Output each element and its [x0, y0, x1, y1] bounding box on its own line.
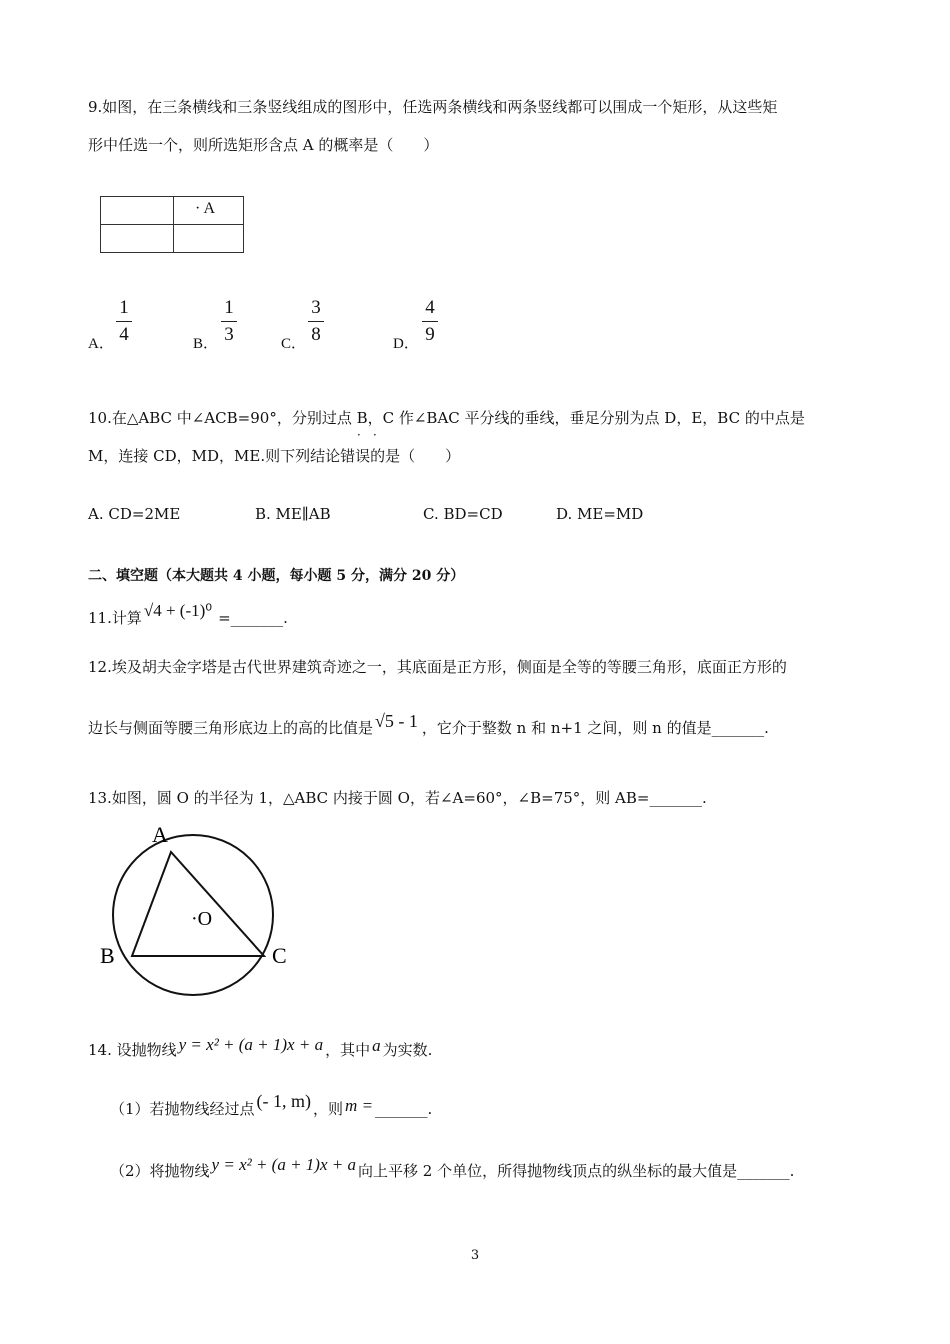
q10-text-line1: 10.在△ABC 中∠ACB=90°，分别过点 B，C 作∠BAC 平分线的垂线，垂足分别为点 D，E，BC 的中点是	[88, 409, 805, 427]
q14-part2-prefix: （2）将抛物线	[110, 1162, 210, 1180]
q14-prefix: 14. 设抛物线	[88, 1041, 177, 1059]
q9-option-b-label: B．	[193, 336, 219, 352]
page-number: 3	[470, 1248, 480, 1263]
numerator: 1	[119, 297, 129, 318]
section-2-title: 二、填空题（本大题共 4 小题，每小题 5 分，满分 20 分）	[88, 568, 465, 584]
q14-part1-suffix: _______.	[375, 1100, 433, 1118]
q12-expression: √5 - 1	[375, 711, 418, 731]
q11-prefix: 11.计算	[88, 609, 142, 627]
emphasis-dot: ·	[373, 428, 377, 442]
q9-option-a-fraction	[114, 297, 134, 346]
point-a-label: · A	[195, 200, 215, 217]
q9-option-c-label: C．	[281, 336, 307, 352]
q14-part1-var: m =	[345, 1096, 374, 1115]
q10-option-c: C. BD=CD	[423, 505, 503, 523]
q14-part2-expression: y = x² + (a + 1)x + a	[211, 1155, 356, 1174]
q14-part1-prefix: （1）若抛物线经过点	[110, 1100, 255, 1118]
q14-part1-mid: ，则	[313, 1100, 344, 1118]
label-b: B	[100, 943, 115, 968]
q11-expression: √4 + (-1)⁰	[143, 601, 213, 620]
q14-part2-suffix: 向上平移 2 个单位，所得抛物线顶点的纵坐标的最大值是_______.	[358, 1162, 795, 1180]
q9-option-a-label: A．	[88, 336, 114, 352]
q14-line	[88, 1035, 433, 1060]
denominator: 3	[224, 324, 234, 345]
q9-grid-figure	[100, 196, 244, 253]
numerator: 4	[425, 297, 435, 318]
label-a: A	[152, 822, 168, 847]
grid-horizontal-line	[101, 224, 243, 225]
q14-expression: y = x² + (a + 1)x + a	[178, 1035, 324, 1054]
q12-text-line1: 12.埃及胡夫金字塔是古代世界建筑奇迹之一，其底面是正方形，侧面是全等的等腰三角形，底面正方形的	[88, 658, 787, 676]
q10-option-a: A. CD=2ME	[88, 505, 181, 523]
q9-option-b-fraction	[219, 297, 239, 346]
q9-option-c-fraction	[306, 297, 326, 346]
q10-option-b: B. ME∥AB	[255, 505, 331, 523]
q13-circle-figure	[96, 822, 306, 1002]
q14-part1	[110, 1091, 433, 1119]
q14-part1-point: (- 1, m)	[256, 1091, 312, 1111]
q9-text-line2: 形中任选一个，则所选矩形含点 A 的概率是（ ）	[88, 136, 439, 154]
emphasis-dot: ·	[357, 428, 361, 442]
numerator: 3	[311, 297, 321, 318]
label-o: ·O	[191, 908, 213, 930]
denominator: 4	[119, 324, 129, 345]
numerator: 1	[224, 297, 234, 318]
q12-suffix: ，它介于整数 n 和 n+1 之间，则 n 的值是_______.	[421, 719, 769, 737]
triangle-abc	[132, 852, 264, 956]
q14-var: a	[372, 1036, 381, 1055]
q9-text-line1: 9.如图，在三条横线和三条竖线组成的图形中，任选两条横线和两条竖线都可以围成一个矩形，从这些矩	[88, 98, 778, 116]
q11-suffix: =_______.	[218, 609, 288, 627]
q11-line	[88, 601, 288, 628]
label-c: C	[272, 943, 287, 968]
q9-option-d-fraction	[420, 297, 440, 346]
q14-part2	[110, 1155, 795, 1181]
q12-line2	[88, 711, 769, 738]
q14-suffix: 为实数.	[382, 1041, 433, 1059]
denominator: 9	[425, 324, 435, 345]
q10-text-line2: M，连接 CD，MD，ME.则下列结论错误的是（ ）	[88, 447, 461, 465]
q10-option-d: D. ME=MD	[556, 505, 644, 523]
q9-option-d-label: D．	[393, 336, 419, 352]
q14-mid: ，其中	[325, 1041, 371, 1059]
q12-prefix: 边长与侧面等腰三角形底边上的高的比值是	[88, 719, 374, 737]
q13-text: 13.如图，圆 O 的半径为 1，△ABC 内接于圆 O，若∠A=60°，∠B=75°，则 AB=_______.	[88, 789, 707, 807]
denominator: 8	[311, 324, 321, 345]
